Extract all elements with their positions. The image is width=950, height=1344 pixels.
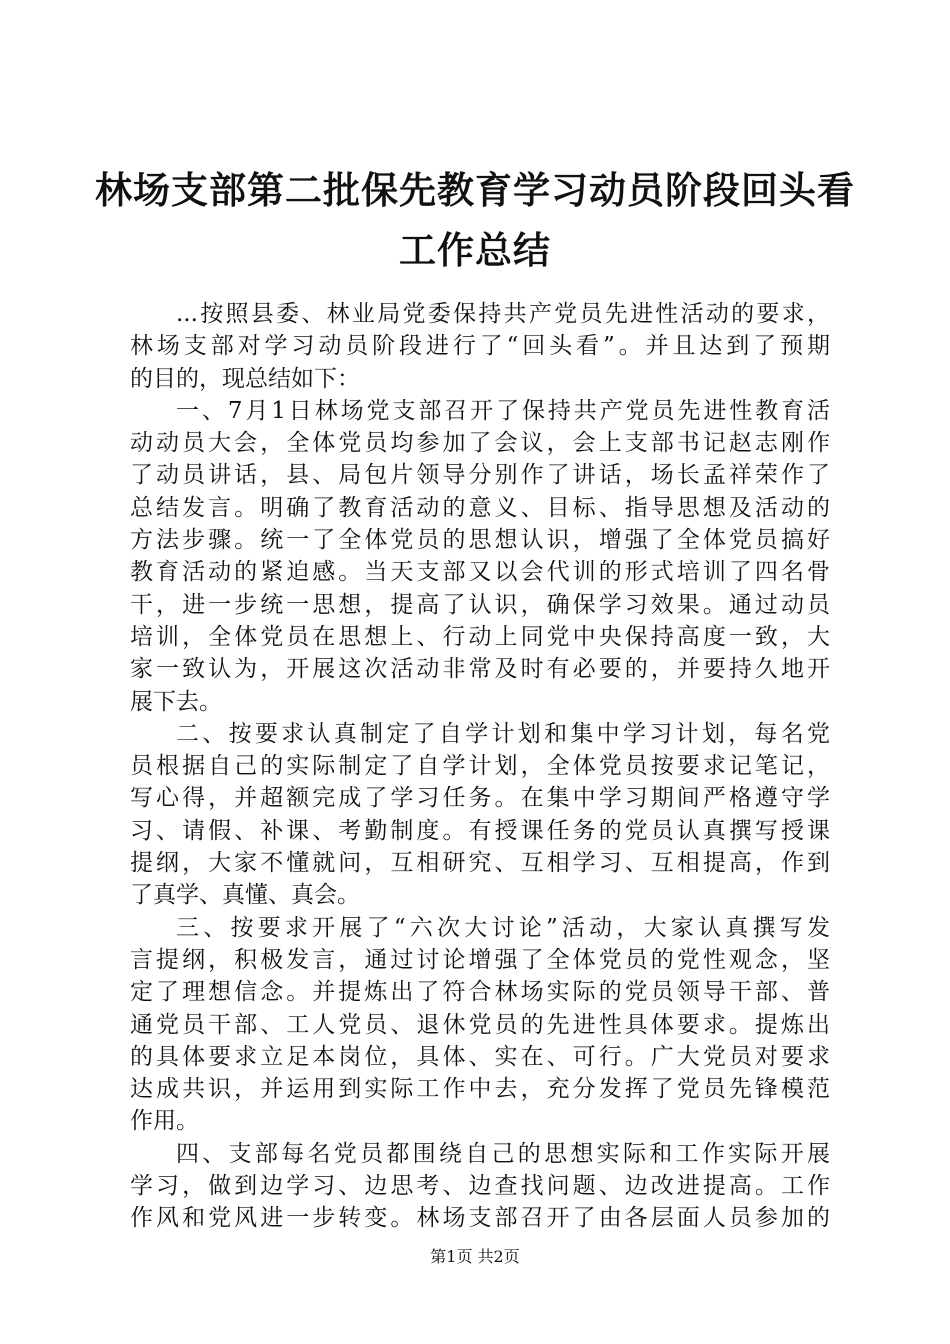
body-line: 培训，全体党员在思想上、行动上同党中央保持高度一致，大 <box>130 623 830 650</box>
body-line: 达成共识，并运用到实际工作中去，充分发挥了党员先锋模范 <box>130 1076 830 1103</box>
body-line: 定了理想信念。并提炼出了符合林场实际的党员领导干部、普 <box>130 979 830 1006</box>
body-line: 通党员干部、工人党员、退休党员的先进性具体要求。提炼出 <box>130 1011 830 1038</box>
body-line: 作用。 <box>130 1108 199 1135</box>
body-line: 写心得，并超额完成了学习任务。在集中学习期间严格遵守学 <box>130 785 830 812</box>
body-line: 三、按要求开展了“六次大讨论”活动，大家认真撰写发 <box>176 914 830 941</box>
body-line: 方法步骤。统一了全体党员的思想认识，增强了全体党员搞好 <box>130 527 830 554</box>
document-body <box>130 298 830 1235</box>
document-title-line-1: 林场支部第二批保先教育学习动员阶段回头看 <box>95 169 855 212</box>
body-line: 教育活动的紧迫感。当天支部又以会代训的形式培训了四名骨 <box>130 559 830 586</box>
page-number-footer: 第1页 共2页 <box>430 1247 520 1266</box>
body-line: 的具体要求立足本岗位，具体、实在、可行。广大党员对要求 <box>130 1043 830 1070</box>
document-title-line-2: 工作总结 <box>399 229 551 272</box>
body-line: 了真学、真懂、真会。 <box>130 882 360 909</box>
body-line: 提纲，大家不懂就问，互相研究、互相学习、互相提高，作到 <box>130 850 830 877</box>
body-line: 动动员大会，全体党员均参加了会议，会上支部书记赵志刚作 <box>130 430 830 457</box>
body-line: 四、支部每名党员都围绕自己的思想实际和工作实际开展 <box>176 1140 830 1167</box>
body-line: 言提纲，积极发言，通过讨论增强了全体党员的党性观念，坚 <box>130 946 830 973</box>
body-line: 一、7月1日林场党支部召开了保持共产党员先进性教育活 <box>176 397 830 424</box>
body-line: 家一致认为，开展这次活动非常及时有必要的，并要持久地开 <box>130 656 830 683</box>
body-line: 的目的，现总结如下： <box>130 365 360 392</box>
body-line: 员根据自己的实际制定了自学计划，全体党员按要求记笔记， <box>130 753 830 780</box>
body-line: 展下去。 <box>130 688 222 715</box>
body-line: 干，进一步统一思想，提高了认识，确保学习效果。通过动员 <box>130 591 830 618</box>
body-line: 了动员讲话，县、局包片领导分别作了讲话，场长孟祥荣作了 <box>130 462 830 489</box>
body-line: 学习，做到边学习、边思考、边查找问题、边改进提高。工作 <box>130 1173 830 1200</box>
body-line: 二、按要求认真制定了自学计划和集中学习计划，每名党 <box>176 720 830 747</box>
body-line: 林场支部对学习动员阶段进行了“回头看”。并且达到了预期 <box>130 333 830 360</box>
body-line: 总结发言。明确了教育活动的意义、目标、指导思想及活动的 <box>130 494 830 521</box>
body-line: 作风和党风进一步转变。林场支部召开了由各层面人员参加的 <box>130 1205 830 1232</box>
body-line: ...按照县委、林业局党委保持共产党员先进性活动的要求， <box>176 301 830 327</box>
body-line: 习、请假、补课、考勤制度。有授课任务的党员认真撰写授课 <box>130 817 830 844</box>
